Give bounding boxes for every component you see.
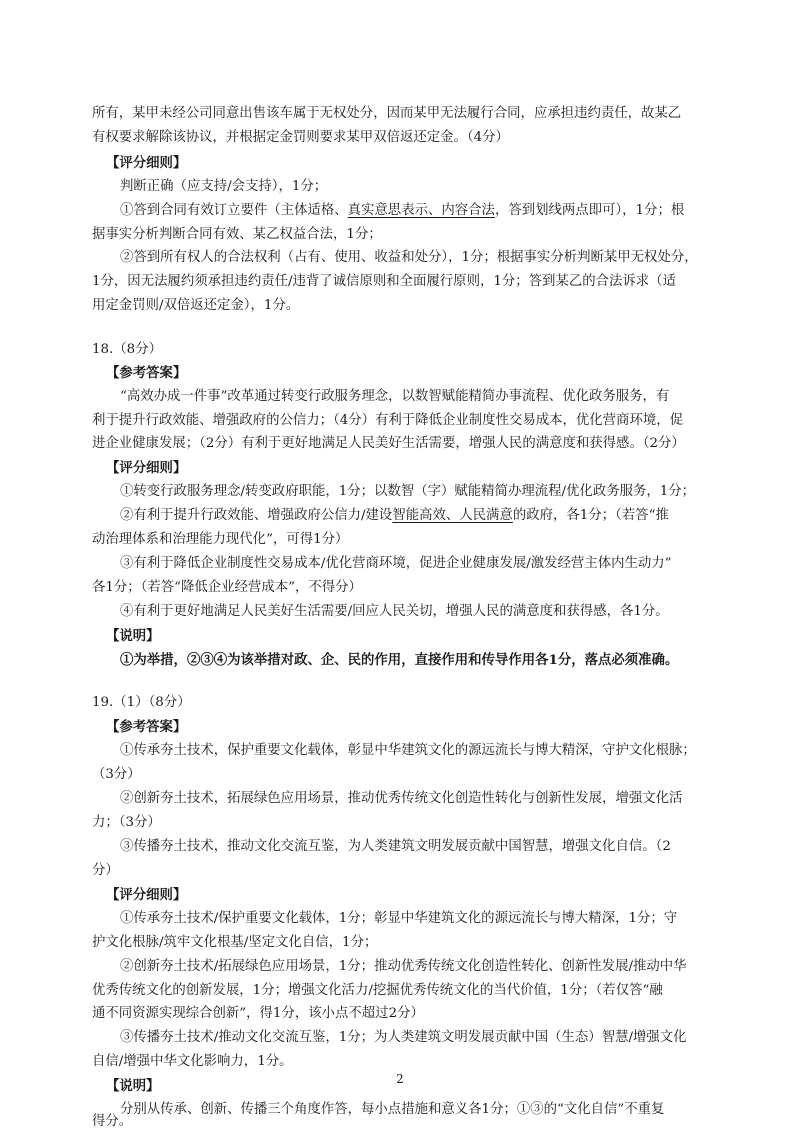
question-number: 19.（1）（8分） <box>92 695 191 710</box>
text-line: 力；（3分） <box>92 815 161 830</box>
text-line: ②创新夯土技术，拓展绿色应用场景，推动优秀传统文化创造性转化与创新性发展，增强文化活 <box>120 791 683 806</box>
underlined-text: 真实意思表示、内容合法 <box>347 203 495 218</box>
text-line <box>120 506 720 526</box>
underlined-text: 智能高效、人民满意 <box>392 508 513 523</box>
text-line: 分别从传承、创新、传播三个角度作答，每小点措施和意义各1分；①③的“文化自信”不重复 <box>120 1102 665 1117</box>
section-heading-answer: 【参考答案】 <box>106 365 187 381</box>
text-line: 得分。 <box>92 1114 133 1129</box>
text-line: 1分，因无法履约须承担违约责任/违背了诚信原则和全面履行原则，1分；答到某乙的合法诉求（适 <box>92 274 676 289</box>
page-number: 2 <box>396 1072 404 1086</box>
text-line: 有权要求解除该协议，并根据定金罚则要求某甲双倍返还定金。（4分） <box>92 130 509 145</box>
text-line: ②创新夯土技术/拓展绿色应用场景，1分；推动优秀传统文化创造性转化、创新性发展/推动中华 <box>120 959 687 974</box>
section-heading-scoring: 【评分细则】 <box>106 887 187 903</box>
text-span: ②有利于提升行政效能、增强政府公信力/建设 <box>120 508 393 523</box>
text-line: ④有利于更好地满足人民美好生活需要/回应人民关切，增强人民的满意度和获得感，各1分。 <box>120 604 669 619</box>
section-heading-scoring: 【评分细则】 <box>106 460 187 476</box>
text-line: 动治理体系和治理能力现代化”，可得1分） <box>92 532 349 547</box>
text-line: 进企业健康发展；（2分）有利于更好地满足人民美好生活需要，增强人民的满意度和获得感。（2分） <box>92 436 685 451</box>
text-line <box>120 201 720 221</box>
text-line: 判断正确（应支持/会支持），1分； <box>120 179 328 194</box>
text-span: ①答到合同有效订立要件（主体适格、 <box>120 203 348 218</box>
text-line: （3分） <box>92 767 141 782</box>
text-line: 用定金罚则/双倍返还定金），1分。 <box>92 298 300 313</box>
text-line: 护文化根脉/筑牢文化根基/坚定文化自信，1分； <box>92 935 378 950</box>
section-heading-answer: 【参考答案】 <box>106 719 187 735</box>
text-line: 据事实分析判断合同有效、某乙权益合法，1分； <box>92 227 382 242</box>
section-heading-note: 【说明】 <box>106 628 160 644</box>
text-line: ③传播夯土技术，推动文化交流互鉴，为人类建筑文明发展贡献中国智慧，增强文化自信。（2 <box>120 839 671 854</box>
text-line: 所有，某甲未经公司同意出售该车属于无权处分，因而某甲无法履行合同，应承担违约责任，故某乙 <box>92 106 682 121</box>
text-span: 的政府，各1分；（若答“推 <box>512 508 669 523</box>
text-line: ①转变行政服务理念/转变政府职能，1分；以数智（字）赋能精简办理流程/优化政务服务，1分； <box>120 484 696 499</box>
text-line: ①为举措，②③④为该举措对政、企、民的作用，直接作用和传导作用各1分，落点必须准确。 <box>120 652 679 668</box>
text-line: 利于提升行政效能、增强政府的公信力；（4分）有利于降低企业制度性交易成本，优化营商环境，促 <box>92 413 684 428</box>
text-line: 通不同资源实现综合创新”，得1分，该小点不超过2分） <box>92 1006 424 1021</box>
question-number: 18.（8分） <box>92 342 162 357</box>
text-line: 各1分；（若答“降低企业经营成本”，不得分） <box>92 580 362 595</box>
text-line: 优秀传统文化的创新发展，1分；增强文化活力/挖掘优秀传统文化的当代价值，1分；（若仅答“融 <box>92 983 663 998</box>
text-line: ①传承夯土技术，保护重要文化载体，彰显中华建筑文化的源远流长与博大精深，守护文化根脉； <box>120 743 696 758</box>
text-line: ①传承夯土技术/保护重要文化载体，1分；彰显中华建筑文化的源远流长与博大精深，1分；守 <box>120 911 678 926</box>
text-line: ③有利于降低企业制度性交易成本/优化营商环境，促进企业健康发展/激发经营主体内生动力” <box>120 556 672 571</box>
text-line: 自信/增强中华文化影响力，1分。 <box>92 1054 293 1069</box>
section-heading-note: 【说明】 <box>106 1078 160 1094</box>
text-line: ②答到所有权人的合法权利（占有、使用、收益和处分），1分；根据事实分析判断某甲无权处分， <box>120 250 698 265</box>
text-line: 分） <box>92 863 119 878</box>
text-line: “高效办成一件事”改革通过转变行政服务理念，以数智赋能精简办事流程、优化政务服务，有 <box>120 389 670 404</box>
section-heading-scoring: 【评分细则】 <box>106 155 187 171</box>
text-line: ③传播夯土技术/推动文化交流互鉴，1分；为人类建筑文明发展贡献中国（生态）智慧/增强文化 <box>120 1030 687 1045</box>
text-span: ，答到划线两点即可），1分；根 <box>494 203 685 218</box>
